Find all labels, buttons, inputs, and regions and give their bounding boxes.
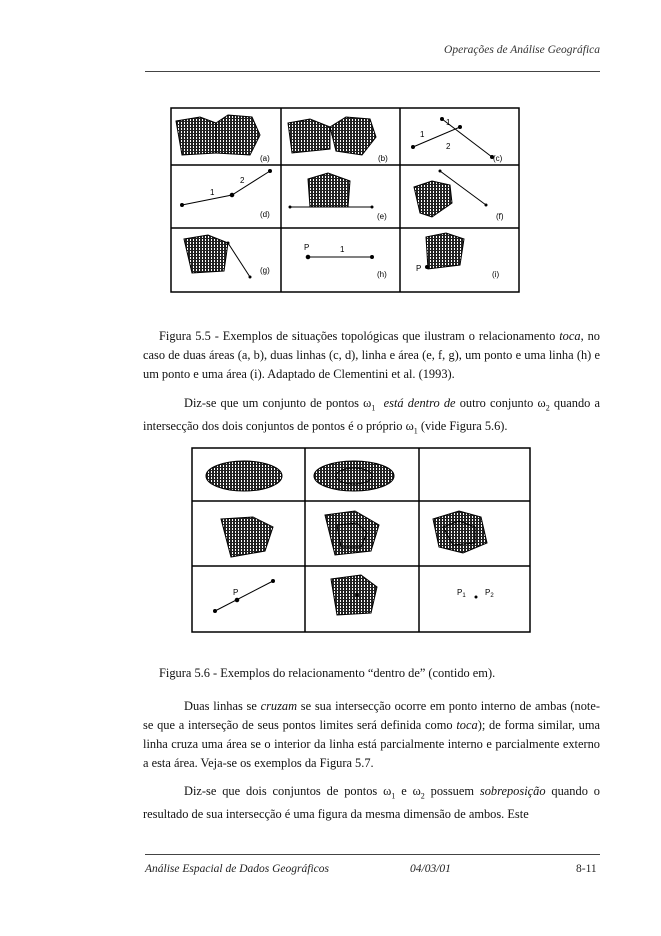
footer-rule	[145, 854, 600, 855]
fig55-label-a: (a)	[260, 154, 270, 163]
fig55-label-i: (i)	[492, 270, 500, 279]
fig55-i-shapes	[425, 233, 464, 269]
fig55-h-num1: 1	[340, 245, 345, 254]
caption-5-6: Figura 5.6 - Exemplos do relacionamento “dentro de” (contido em).	[159, 666, 496, 680]
paragraph-overlap: Diz-se que dois conjuntos de pontos $\omega_1$ e $\omega_2$ possuem sobreposição quando o resultado de sua intersecção é uma figura da mesma dimensão de ambos. Este	[143, 784, 600, 822]
fig55-label-d: (d)	[260, 210, 270, 219]
fig55-e-shapes	[289, 173, 374, 209]
fig55-b-shapes	[288, 117, 376, 155]
fig55-label-b: (b)	[378, 154, 388, 163]
fig56-p1: $P_1$	[457, 588, 466, 599]
fig55-c-num1b: 1	[420, 130, 425, 139]
figure-5-5	[170, 107, 520, 293]
fig56-point-in-area	[355, 593, 359, 597]
fig55-label-h: (h)	[377, 270, 387, 279]
footer-book-title: Análise Espacial de Dados Geográficos	[145, 863, 329, 875]
fig55-label-g: (g)	[260, 266, 270, 275]
fig55-a-shapes	[176, 115, 260, 155]
fig55-d-num2: 2	[240, 176, 245, 185]
fig55-h-p: P	[304, 243, 310, 252]
fig55-c-num2: 2	[446, 142, 451, 151]
fig56-line	[214, 580, 275, 613]
paragraph-cross: Duas linhas se cruzam se sua intersecção ocorre em ponto interno de ambas (note-se que a interseção de seus pontos limites será definida como toca); de forma similar, uma linha cruza uma área se o interior da linha está parcialmente interno e parcialmente externo a esta área. Veja-se os exemplos da Figura 5.7.	[143, 699, 601, 770]
paragraph-inside: Diz-se que um conjunto de pontos $\omega_1$ está dentro de outro conjunto $\omega_2$ quando a intersecção dos dois conjuntos de pontos é o próprio $\omega_1$ (vide Figura 5.6).	[143, 396, 601, 436]
fig55-label-f: (f)	[496, 212, 504, 221]
fig55-label-c: (c)	[493, 154, 503, 163]
fig56-p: P	[233, 588, 239, 597]
fig56-p2: $P_2$	[485, 588, 494, 599]
fig55-c-num1a: 1	[446, 118, 451, 127]
fig56-poly-4	[331, 575, 377, 615]
fig55-g-shapes	[184, 235, 252, 279]
fig55-d-lines	[181, 170, 272, 207]
fig55-i-p: P	[416, 264, 422, 273]
fig56-ellipse-2-inner	[336, 468, 372, 484]
running-header: Operações de Análise Geográfica	[444, 44, 600, 56]
footer-date: 04/03/01	[410, 863, 451, 875]
caption-5-5: Figura 5.5 - Exemplos de situações topológicas que ilustram o relacionamento toca, no caso de duas áreas (a, b), duas linhas (c, d), linha e área (e, f, g), um ponto e uma linha (h) e um ponto e uma área (i). Adaptado de Clementini et al. (1993).	[143, 329, 600, 381]
fig56-poly-1	[221, 517, 273, 557]
fig55-f-shapes	[414, 170, 488, 218]
fig56-ellipse-1	[206, 461, 282, 491]
fig56-point	[475, 596, 478, 599]
fig55-h-line	[306, 255, 373, 259]
fig55-label-e: (e)	[377, 212, 387, 221]
header-rule	[145, 71, 600, 72]
footer-page-number: 8-11	[576, 863, 597, 875]
fig55-d-num1: 1	[210, 188, 215, 197]
figure-5-6	[191, 447, 531, 633]
